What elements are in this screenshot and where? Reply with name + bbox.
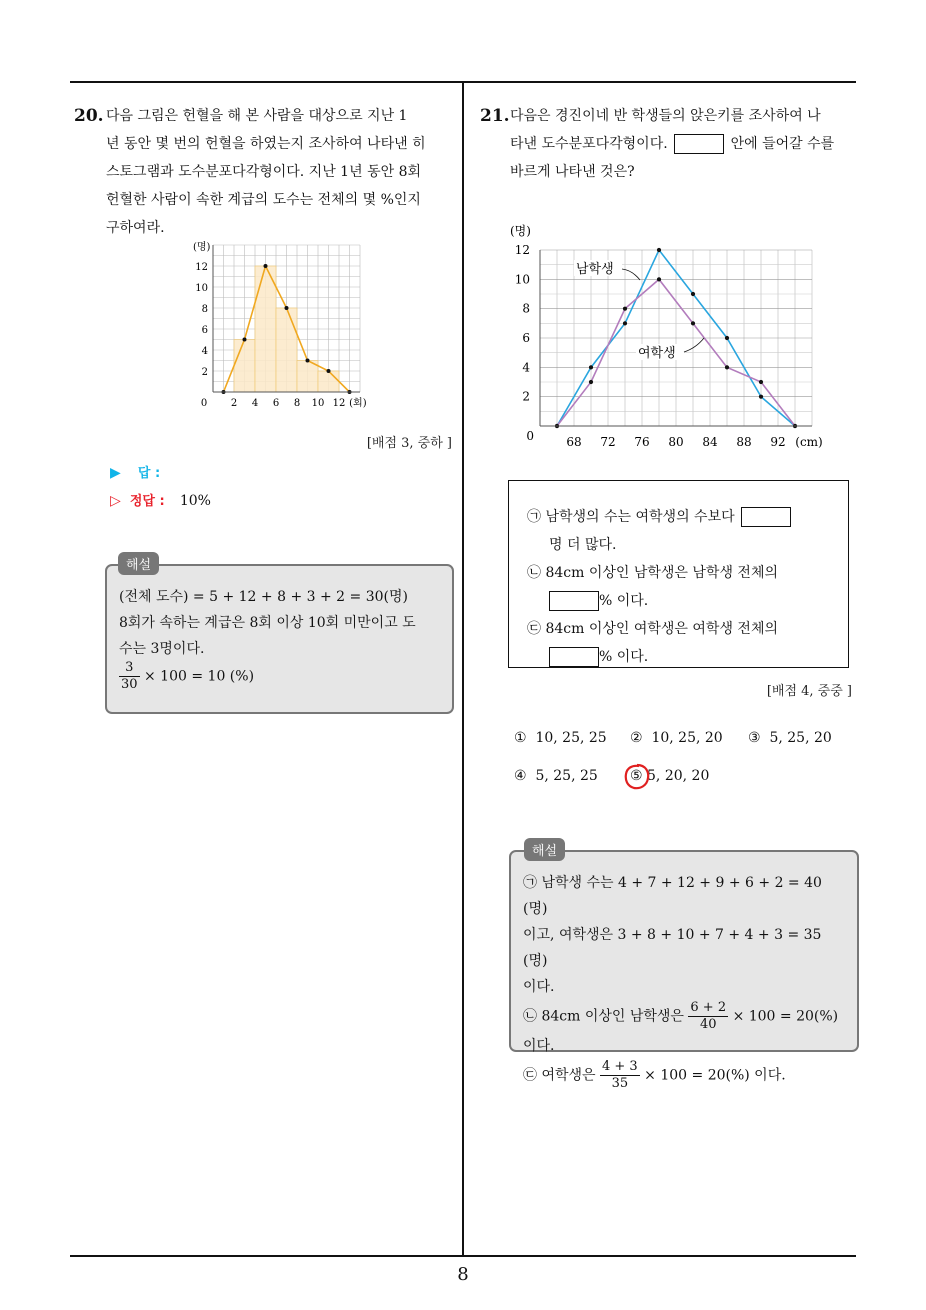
y-tick-label: 10 [514,272,530,287]
histogram-chart [180,236,380,416]
y-tick-label: 12 [514,243,530,257]
series-point [657,248,661,252]
triangle-outline-icon: ▷ [110,493,121,509]
q21-line: 다음은 경진이네 반 학생들의 앉은키를 조사하여 나 [510,108,821,124]
blank-box [674,134,724,154]
q20-text [106,102,456,242]
y-tick-label: 4 [201,346,208,357]
q21-line-part: 타낸 도수분포다각형이다. [510,136,668,152]
y-tick-label: 4 [522,360,530,375]
q21-expl-formula: ㉢ 여학생은 $\frac{4 + 3}{35}$ × 100 = 20(%) 이다. [523,1059,786,1091]
fraction: $\frac{3}{30}$ [121,660,138,692]
histogram-bar [318,371,339,392]
x-tick-label: 80 [668,435,684,449]
y-tick-label: 2 [522,389,530,404]
histogram-bar [276,308,297,392]
statement-c: ㉢ 84cm 이상인 여학생은 여학생 전체의 [527,621,778,637]
answer-label: 답 : [137,466,161,481]
q21-expl-formula: ㉡ 84cm 이상인 남학생은 $\frac{6 + 2}{40}$ × 100 = 20(%) [523,1000,839,1032]
choice-5[interactable]: ⑤ 5, 20, 20 [630,768,710,784]
q20-correct-row [110,490,211,509]
column-divider [462,82,464,1257]
q21-expl-line: 이다. [523,1038,555,1054]
statement-a-cont: 명 더 많다. [549,537,617,553]
series-point [691,321,695,325]
choice-1[interactable]: ① 10, 25, 25 [514,730,607,746]
x-axis-label: (cm) [795,435,823,449]
q20-number: 20. [74,106,104,126]
q21-line [510,130,860,158]
x-tick-label: 84 [702,435,718,449]
histogram-bar [255,266,276,392]
statement-c-cont: % 이다. [527,643,848,671]
series-label-boys: 남학생 [576,262,614,277]
y-tick-label: 6 [201,325,208,336]
q20-line: 헌혈한 사람이 속한 계급의 도수는 전체의 몇 %인지 [106,192,421,208]
q21-meta: [배점 4, 중중 ] [766,684,852,699]
triangle-filled-icon: ▶ [110,465,121,481]
q21-expl-line: 이다. [523,979,555,995]
q21-explanation-box [509,850,859,1091]
x-tick-label: 6 [272,398,280,409]
frequency-polygon-chart [500,220,840,452]
page-number: 8 [457,1264,469,1285]
series-point [623,321,627,325]
q21-line-part: 안에 들어갈 수를 [730,136,835,152]
x-tick-label: 68 [566,435,582,449]
series-point [589,365,593,369]
x-tick-label: 92 [770,435,786,449]
x-tick-label: 4 [251,398,259,409]
choice-3[interactable]: ③ 5, 25, 20 [748,730,832,746]
series-point [759,380,763,384]
x-tick-label: 72 [600,435,616,449]
q20-line: 스토그램과 도수분포다각형이다. 지난 1년 동안 8회 [106,164,421,180]
statement-b-cont: % 이다. [527,587,848,615]
series-point [725,365,729,369]
x-tick-label: 12 [332,398,346,409]
x-tick-label: 76 [634,435,650,449]
series-label-girls: 여학생 [638,346,676,361]
leader-line [684,338,704,352]
fraction: $\frac{6 + 2}{40}$ [690,1000,727,1032]
q21-explanation-tag: 해설 [524,838,565,861]
y-tick-label: 6 [522,331,530,345]
blank-box [549,591,599,611]
series-point [623,307,627,311]
q20-expl-line: 8회가 속하는 계급은 8회 이상 10회 미만이고 도 [119,615,416,631]
histogram-bar [297,361,318,393]
y-tick-label: 12 [195,262,208,273]
q20-line: 다음 그림은 헌혈을 해 본 사람을 대상으로 지난 1 [106,108,408,124]
x-tick-label: 8 [293,398,301,409]
q21-line: 바르게 나타낸 것은? [510,164,635,180]
correct-value: 10% [179,493,211,509]
polygon-point [243,338,247,342]
statement-a: ㉠ 남학생의 수는 여학생의 수보다 [527,503,848,531]
series-point [725,336,729,340]
choice-4[interactable]: ④ 5, 25, 25 [514,768,598,784]
blank-box [549,647,599,667]
x-tick-label: 2 [230,398,238,409]
q20-answer-row [110,462,160,481]
histogram-bar [234,340,255,393]
y-tick-label: 10 [195,283,208,294]
selected-circle-mark [622,762,652,792]
y-tick-label: 8 [522,301,530,316]
formula-rest: × 100 = 10 (%) [144,668,255,685]
q20-line: 구하여라. [106,220,165,236]
y-axis-label: (명) [510,224,531,238]
blank-box [741,507,791,527]
q20-expl-line: 수는 3명이다. [119,641,205,657]
q21-text [510,102,860,186]
q20-meta: [배점 3, 중하 ] [366,436,452,451]
bottom-rule [70,1255,856,1257]
series-point [759,395,763,399]
choice-2[interactable]: ② 10, 25, 20 [630,730,723,746]
fraction: $\frac{4 + 3}{35}$ [602,1059,638,1091]
series-point [691,292,695,296]
y-tick-label: 8 [201,304,208,315]
q20-explanation-tag: 해설 [118,552,159,575]
x-tick-label: 0 [200,398,208,409]
q21-statements-box [508,480,849,668]
q20-explanation-box [105,564,454,714]
q20-line: 년 동안 몇 번의 헌혈을 하였는지 조사하여 나타낸 히 [106,136,426,152]
y-axis-label: (명) [193,242,211,253]
q21-expl-line: 이고, 여학생은 3 + 8 + 10 + 7 + 4 + 3 = 35 (명) [523,927,822,969]
correct-label: 정답 : [129,494,165,509]
q20-expl-line: (전체 도수) = 5 + 12 + 8 + 3 + 2 = 30(명) [119,589,408,605]
polygon-point [327,369,331,373]
polygon-point [306,359,310,363]
polygon-point [264,264,268,268]
polygon-point [285,306,289,310]
y-tick-label: 2 [201,367,208,378]
series-point [657,277,661,281]
y-tick-label: 0 [526,429,534,443]
statement-b: ㉡ 84cm 이상인 남학생은 남학생 전체의 [527,565,778,581]
q21-number: 21. [480,106,510,126]
q20-expl-formula [119,660,440,693]
x-tick-label: 10 [311,398,325,409]
x-axis-label: (회) [349,398,367,409]
q21-expl-line: ㉠ 남학생 수는 4 + 7 + 12 + 9 + 6 + 2 = 40 (명) [523,875,822,917]
x-tick-label: 88 [736,435,752,449]
series-point [589,380,593,384]
